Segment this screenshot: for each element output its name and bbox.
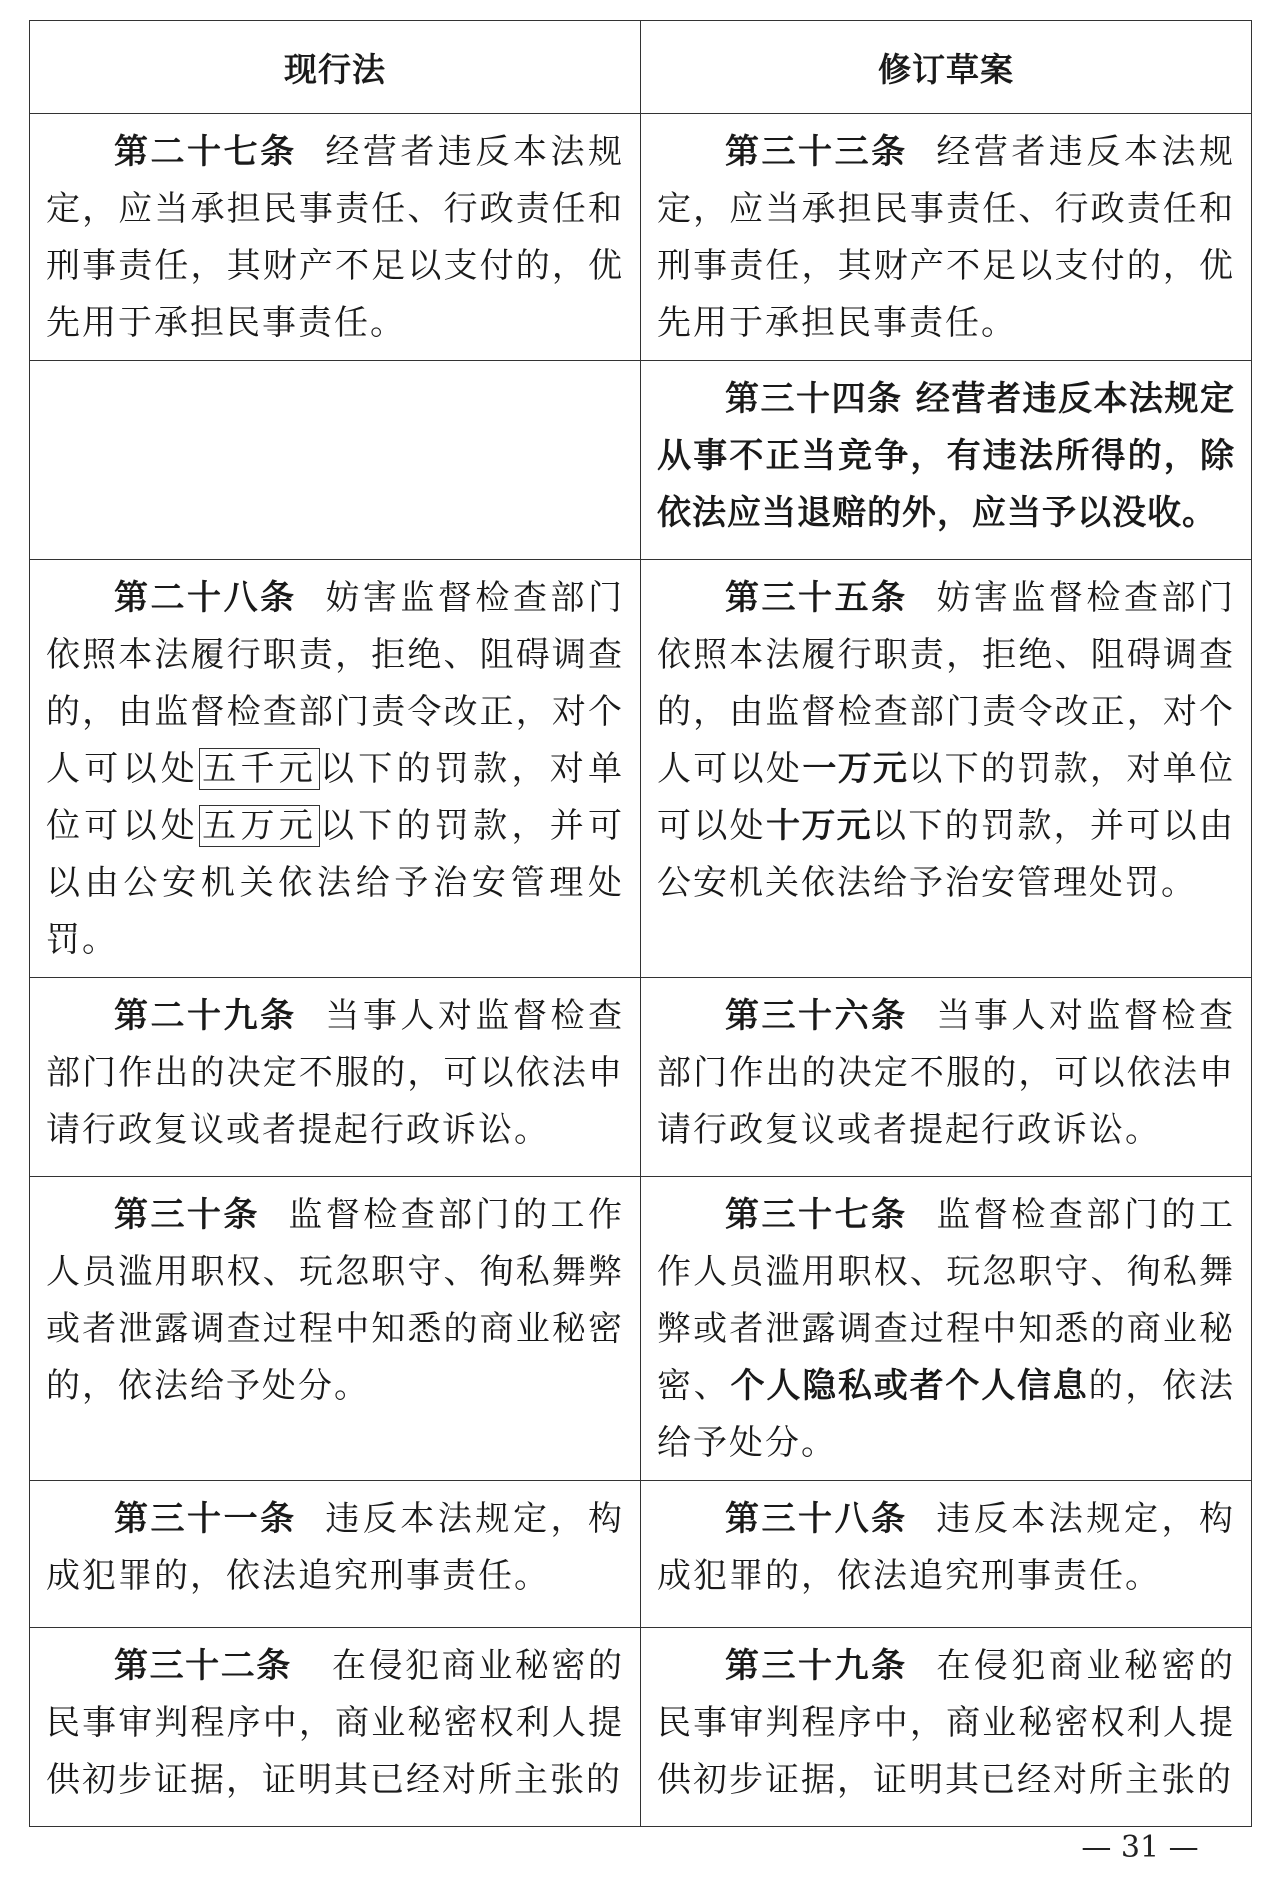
article-number: 第三十三条 [725,132,908,172]
article-number: 第二十八条 [114,578,297,618]
table-header-row [30,21,1252,114]
article-text: 在侵犯商业秘密的民事审判程序中，商业秘密权利人提供初步证据，证明其已经对所主张的 [657,1646,1235,1800]
article-text: 违反本法规定，构成犯罪的，依法追究刑事责任。 [46,1499,624,1596]
cell-current [30,978,641,1177]
article-text: 经营者违反本法规定，应当承担民事责任、行政责任和刑事责任，其财产不足以支付的，优先用于承担民事责任。 [657,132,1235,343]
table-row [30,1481,1252,1628]
article-text: 的，依法给予处分。 [657,1366,1236,1463]
header-current-law: 现行法 [30,21,641,114]
cell-current [30,1628,641,1827]
article-number: 第三十二条 [114,1646,292,1686]
table-row [30,1177,1252,1481]
cell-current [30,1177,641,1481]
article-number: 第三十条 [114,1195,260,1235]
article-text-added: 经营者违反本法规定从事不正当竞争，有违法所得的，除依法应当退赔的外，应当予以没收。 [657,379,1236,533]
header-revised-draft: 修订草案 [641,21,1252,114]
cell-current [30,114,641,361]
article-number: 第二十九条 [114,996,297,1036]
new-amount: 一万元 [802,749,909,789]
new-amount: 十万元 [766,806,872,846]
table-row [30,114,1252,361]
table-row [30,361,1252,560]
article-text: 当事人对监督检查部门作出的决定不服的，可以依法申请行政复议或者提起行政诉讼。 [657,996,1235,1150]
article-number: 第三十一条 [114,1499,297,1539]
page-number: — 31 — [1081,1830,1199,1865]
article-text: 以下的罚款，并可以由公安机关依法给予治安管理处罚。 [657,806,1235,903]
article-text: 当事人对监督检查部门作出的决定不服的，可以依法申请行政复议或者提起行政诉讼。 [46,996,624,1150]
cell-revised [641,560,1252,978]
table-row [30,1628,1252,1827]
article-text: 在侵犯商业秘密的民事审判程序中，商业秘密权利人提供初步证据，证明其已经对所主张的 [46,1646,624,1800]
cell-revised [641,1481,1252,1628]
article-text: 经营者违反本法规定，应当承担民事责任、行政责任和刑事责任，其财产不足以支付的，优先用于承担民事责任。 [46,132,624,343]
amended-amount: 五万元 [199,805,320,847]
article-text: 以下的罚款，对单位可以处 [46,749,625,846]
cell-revised [641,361,1252,560]
article-text: 妨害监督检查部门依照本法履行职责，拒绝、阻碍调查的，由监督检查部门责令改正，对个人可以处 [657,578,1235,789]
article-text: 以下的罚款，并可以由公安机关依法给予治安管理处罚。 [46,806,625,960]
amended-amount: 五千元 [199,748,320,790]
article-text: 妨害监督检查部门依照本法履行职责，拒绝、阻碍调查的，由监督检查部门责令改正，对个人可以处 [46,578,624,789]
article-number: 第三十七条 [725,1195,908,1235]
article-number: 第三十六条 [725,996,908,1036]
cell-current [30,560,641,978]
cell-current-empty [30,361,641,560]
cell-current [30,1481,641,1628]
article-text: 违反本法规定，构成犯罪的，依法追究刑事责任。 [657,1499,1235,1596]
cell-revised [641,1177,1252,1481]
comparison-table [29,20,1252,1827]
article-number: 第三十九条 [725,1646,908,1686]
cell-revised [641,978,1252,1177]
table-row [30,560,1252,978]
cell-revised [641,1628,1252,1827]
added-text: 个人隐私或者个人信息 [730,1366,1089,1406]
article-text: 监督检查部门的工作人员滥用职权、玩忽职守、徇私舞弊或者泄露调查过程中知悉的商业秘密、 [657,1195,1235,1406]
cell-revised [641,114,1252,361]
article-number: 第三十四条 [725,379,903,419]
article-number: 第三十五条 [725,578,908,618]
article-number: 第二十七条 [114,132,297,172]
article-number: 第三十八条 [725,1499,908,1539]
article-text: 监督检查部门的工作人员滥用职权、玩忽职守、徇私舞弊或者泄露调查过程中知悉的商业秘密的，依法给予处分。 [46,1195,625,1406]
article-text: 以下的罚款，对单位可以处 [657,749,1236,846]
table-row [30,978,1252,1177]
